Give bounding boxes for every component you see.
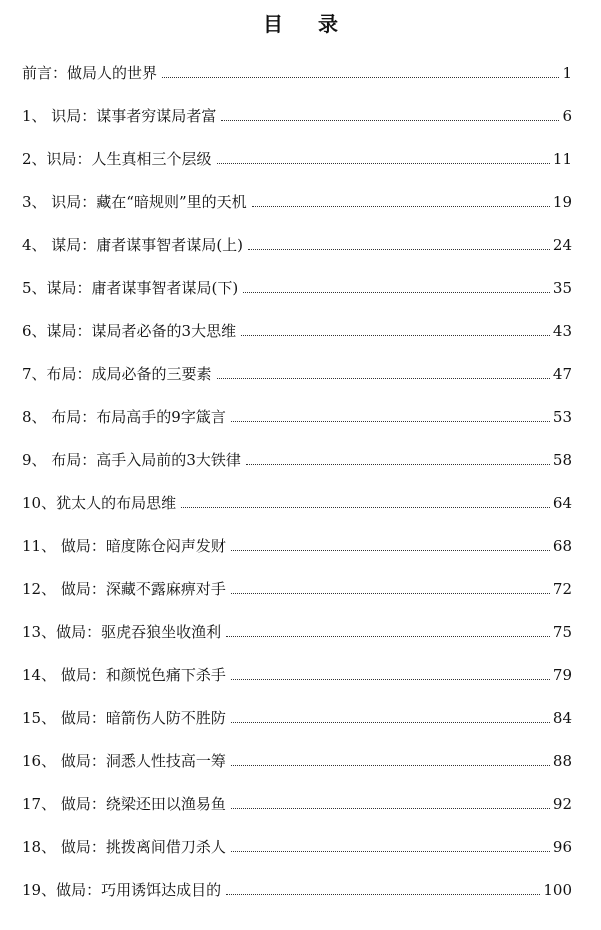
toc-entry (22, 126, 572, 169)
dot-leader (231, 679, 550, 680)
dot-leader (221, 120, 559, 121)
toc-entry-page-number: 43 (552, 322, 572, 340)
toc-entry (22, 341, 572, 384)
dot-leader (246, 464, 550, 465)
toc-entry-label: 12、 做局：深藏不露麻痹对手 (22, 580, 226, 598)
toc-entry-page-number: 24 (552, 236, 572, 254)
toc-entry (22, 556, 572, 599)
toc-entry (22, 298, 572, 341)
toc-title: 目 录 (263, 12, 352, 36)
dot-leader (231, 593, 550, 594)
dot-leader (248, 249, 550, 250)
toc-entry-label: 9、 布局：高手入局前的3大铁律 (22, 451, 241, 469)
toc-entry-label: 18、 做局：挑拨离间借刀杀人 (22, 838, 226, 856)
dot-leader (231, 722, 550, 723)
toc-entry-page-number: 75 (552, 623, 572, 641)
toc-entry-page-number: 96 (552, 838, 572, 856)
toc-entry-label: 14、 做局：和颜悦色痛下杀手 (22, 666, 226, 684)
dot-leader (162, 77, 559, 78)
toc-entry-label: 2、识局：人生真相三个层级 (22, 150, 212, 168)
toc-entry-label: 17、 做局：绕梁还田以渔易鱼 (22, 795, 226, 813)
toc-entry-page-number: 47 (552, 365, 572, 383)
toc-entry-page-number: 79 (552, 666, 572, 684)
dot-leader (243, 292, 550, 293)
dot-leader (231, 851, 550, 852)
dot-leader (217, 378, 550, 379)
dot-leader (226, 636, 550, 637)
dot-leader (231, 421, 550, 422)
toc-entry-label: 16、 做局：洞悉人性技高一筹 (22, 752, 226, 770)
toc-entry (22, 169, 572, 212)
toc-entry-page-number: 35 (552, 279, 572, 297)
dot-leader (241, 335, 550, 336)
toc-entry-label: 7、布局：成局必备的三要素 (22, 365, 212, 383)
toc-entry (22, 857, 572, 900)
toc-entry (22, 255, 572, 298)
toc-entry-page-number: 92 (552, 795, 572, 813)
toc-entry-page-number: 58 (552, 451, 572, 469)
toc-entry-label: 19、做局：巧用诱饵达成目的 (22, 881, 222, 899)
dot-leader (231, 550, 550, 551)
toc-entry-page-number: 53 (552, 408, 572, 426)
toc-entry-label: 13、做局：驱虎吞狼坐收渔利 (22, 623, 222, 641)
toc-entry (22, 513, 572, 556)
toc-entry-label: 前言：做局人的世界 (22, 64, 158, 82)
toc-entry (22, 728, 572, 771)
toc-entry-label: 3、 识局：藏在“暗规则”里的天机 (22, 193, 247, 211)
toc-entry (22, 40, 572, 83)
toc-entry-label: 10、犹太人的布局思维 (22, 494, 177, 512)
toc-entry (22, 427, 572, 470)
toc-entry-page-number: 19 (552, 193, 572, 211)
toc-entry-page-number: 68 (552, 537, 572, 555)
toc-entry (22, 470, 572, 513)
toc-entry-label: 4、 谋局：庸者谋事智者谋局(上) (22, 236, 244, 254)
toc-entry (22, 83, 572, 126)
dot-leader (231, 765, 550, 766)
toc-entry (22, 771, 572, 814)
toc-entry-page-number: 1 (562, 64, 572, 82)
toc-entry-label: 15、 做局：暗箭伤人防不胜防 (22, 709, 226, 727)
toc-entry-label: 1、 识局：谋事者穷谋局者富 (22, 107, 217, 125)
toc-entry (22, 685, 572, 728)
dot-leader (231, 808, 550, 809)
toc-entry (22, 642, 572, 685)
toc-entry-page-number: 100 (543, 881, 572, 899)
toc-entry-label: 5、谋局：庸者谋事智者谋局(下) (22, 279, 239, 297)
toc-entry-page-number: 64 (552, 494, 572, 512)
dot-leader (252, 206, 550, 207)
toc-entry-page-number: 6 (562, 107, 572, 125)
toc-entry-page-number: 84 (552, 709, 572, 727)
toc-entry-label: 11、 做局：暗度陈仓闷声发财 (22, 537, 226, 555)
dot-leader (226, 894, 540, 895)
toc-entry-page-number: 88 (552, 752, 572, 770)
toc-list (22, 40, 572, 900)
toc-entry-label: 8、 布局：布局高手的9字箴言 (22, 408, 226, 426)
dot-leader (181, 507, 550, 508)
toc-entry (22, 212, 572, 255)
dot-leader (217, 163, 550, 164)
toc-entry (22, 384, 572, 427)
toc-entry-page-number: 11 (552, 150, 572, 168)
toc-entry-label: 6、谋局：谋局者必备的3大思维 (22, 322, 237, 340)
toc-entry (22, 814, 572, 857)
toc-entry (22, 599, 572, 642)
toc-entry-page-number: 72 (552, 580, 572, 598)
